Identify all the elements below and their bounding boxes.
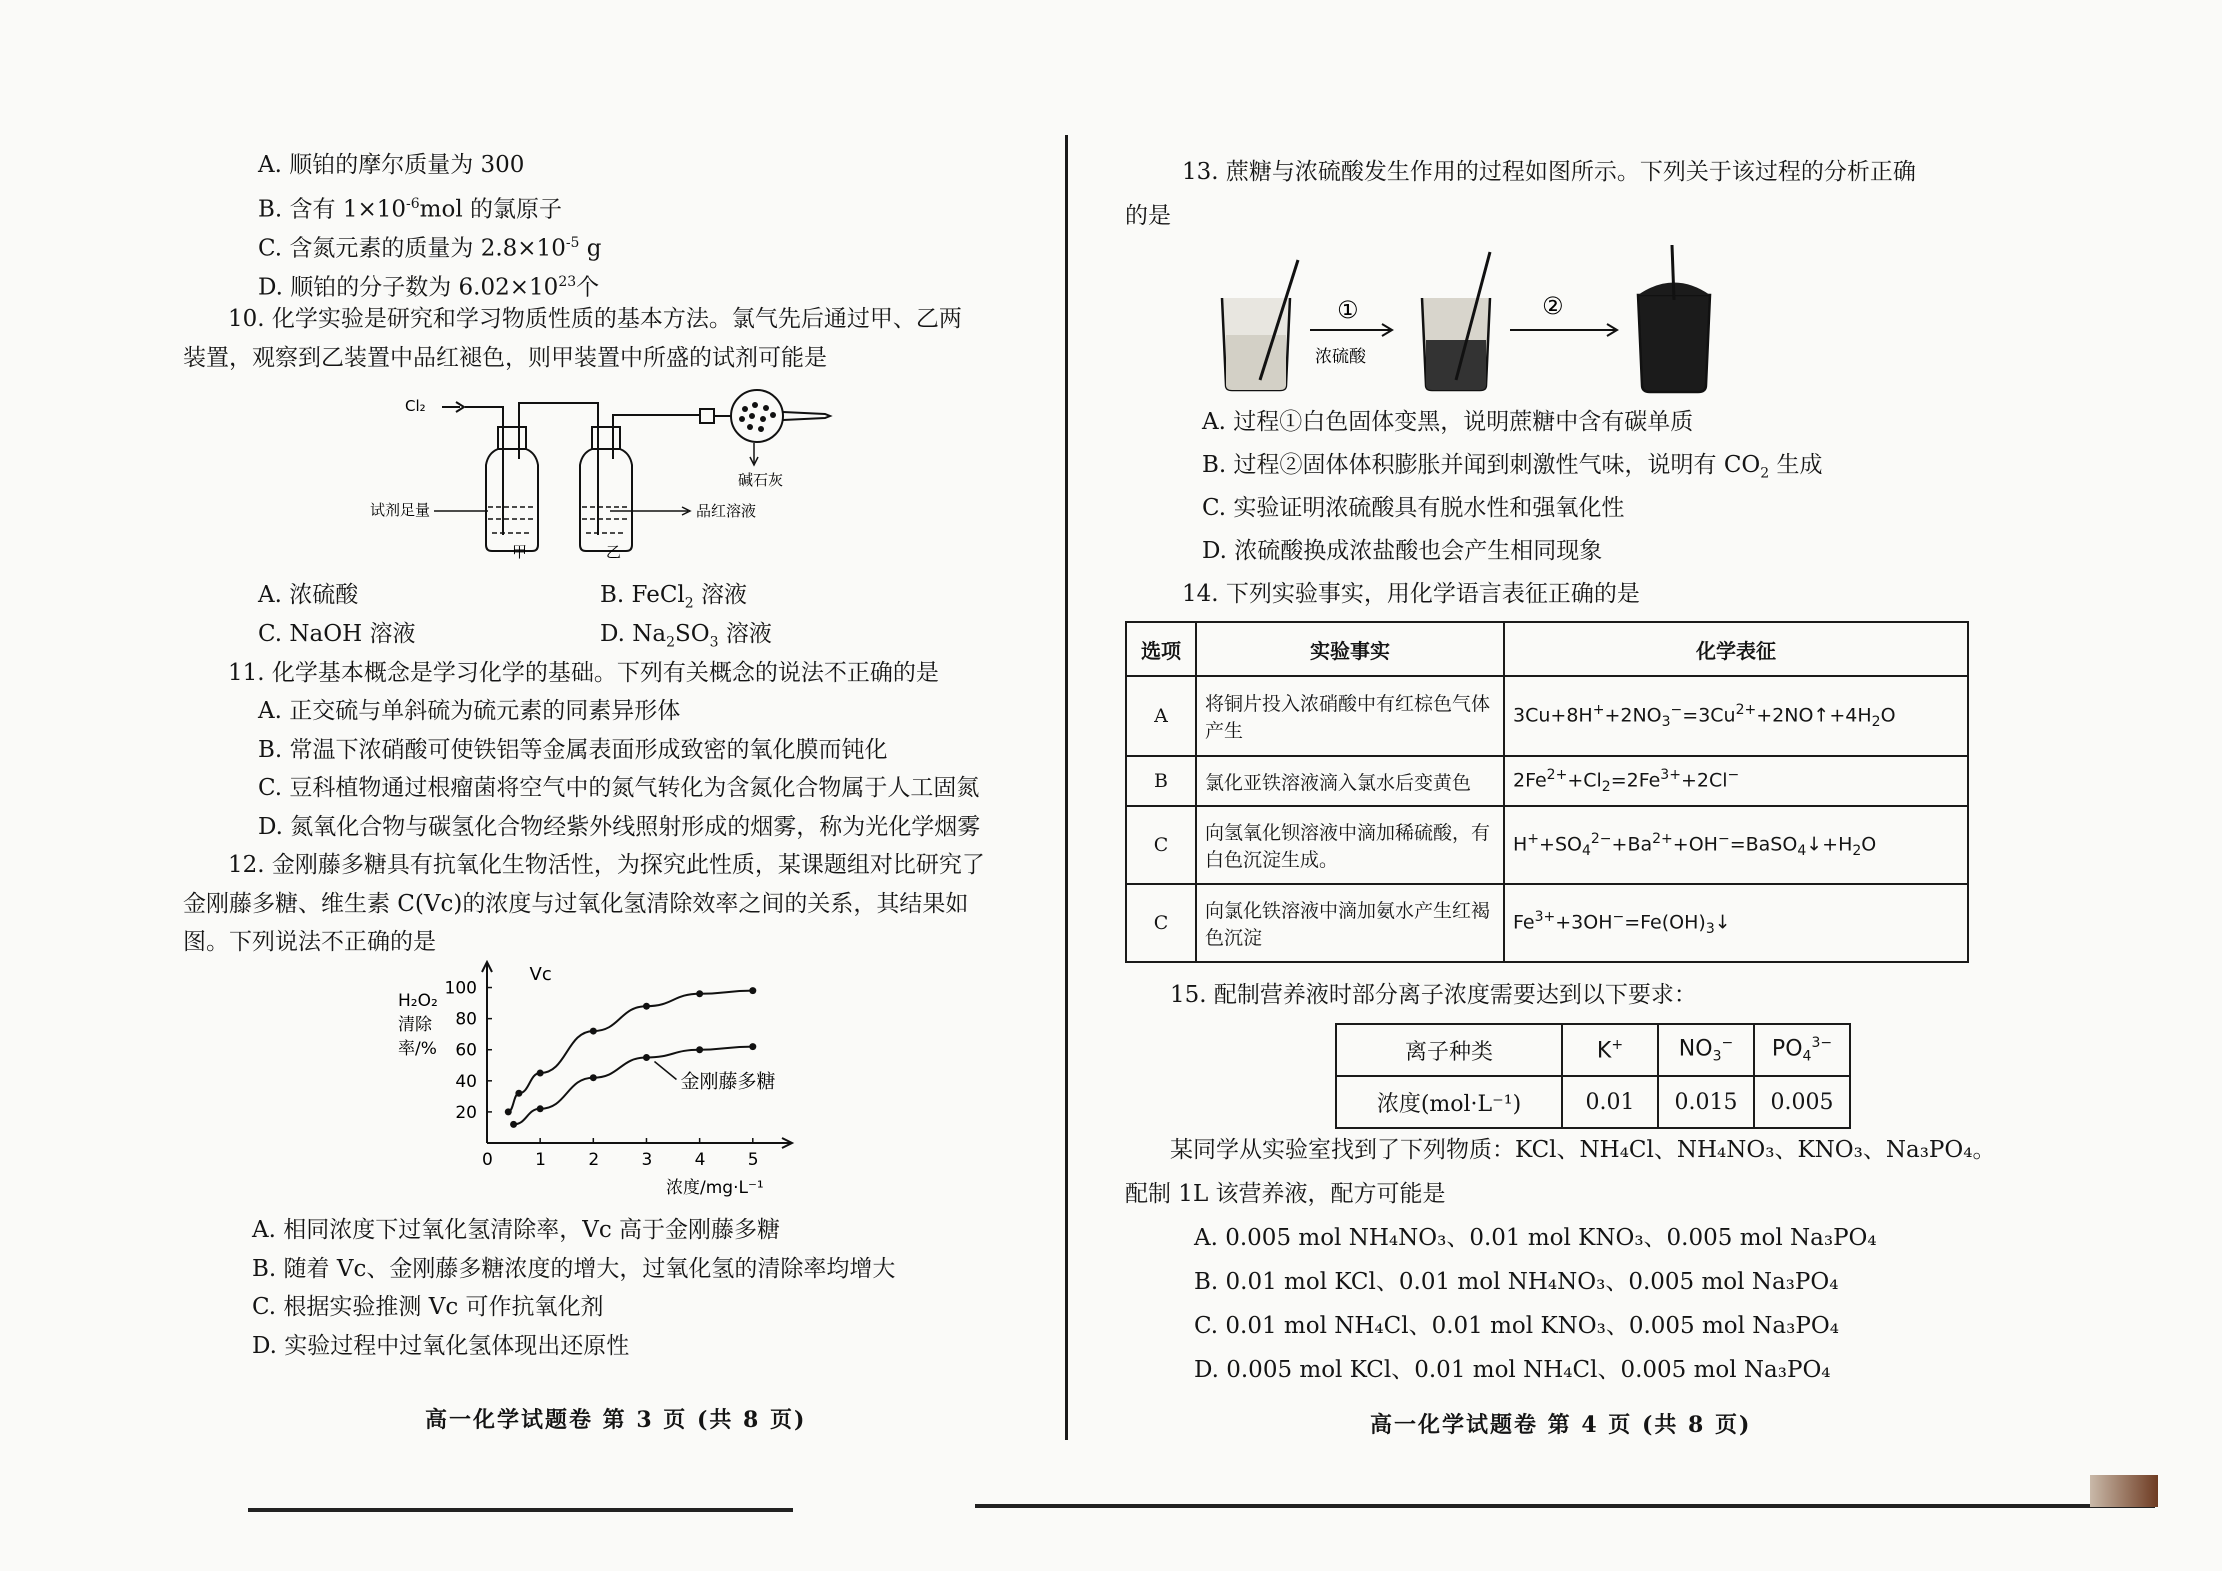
x-axis-label: 浓度/mg·L⁻¹	[666, 1178, 764, 1198]
q10-option-b	[600, 578, 747, 621]
q9-option-d	[258, 265, 599, 305]
series-label-vc: Vc	[529, 963, 552, 985]
bottle-jia	[486, 423, 538, 551]
table-row	[1126, 884, 1968, 962]
page-footer-left: 高一化学试题卷 第 3 页 (共 8 页)	[425, 1407, 807, 1433]
q14-expression-d: $Fe^{3+}+3OH^-=Fe(OH)_3↓$	[1504, 884, 1968, 962]
q9-c-exp: -5	[565, 235, 580, 251]
q15-option-c: C. 0.01 mol NH₄Cl、0.01 mol KNO₃、0.005 mol Na₃PO₄	[1194, 1313, 1839, 1339]
data-point	[749, 987, 756, 994]
q10-stem-line1: 10. 化学实验是研究和学习物质性质的基本方法。氯气先后通过甲、乙两	[228, 306, 962, 332]
y-tick-label: 100	[444, 978, 477, 999]
y-tick-label: 80	[455, 1009, 477, 1030]
data-point	[643, 1054, 650, 1061]
q10-apparatus-figure	[370, 385, 860, 560]
q10-b-sub: 2	[684, 595, 694, 612]
q15-option-d: D. 0.005 mol KCl、0.01 mol NH₄Cl、0.005 mol Na₃PO₄	[1194, 1357, 1831, 1383]
q12-stem-line3: 图。下列说法不正确的是	[183, 929, 436, 955]
q15-materials: 某同学从实验室找到了下列物质：KCl、NH₄Cl、NH₄NO₃、KNO₃、Na₃PO₄。	[1170, 1137, 1996, 1163]
q14-header-row	[1126, 622, 1968, 676]
ion-no3: $NO_3^-$	[1658, 1024, 1754, 1076]
q14-expression-b: $2Fe^{2+}+Cl_2=2Fe^{3+}+2Cl^-$	[1504, 756, 1968, 806]
concentration-label: 浓度(mol·L⁻¹)	[1336, 1076, 1562, 1128]
q14-fact-d: 向氯化铁溶液中滴加氨水产生红褐色沉淀	[1196, 884, 1504, 962]
step2-label: ②	[1542, 292, 1564, 320]
q10-d-tail: 溶液	[718, 621, 772, 647]
q12-option-a: A. 相同浓度下过氧化氢清除率，Vc 高于金刚藤多糖	[252, 1217, 781, 1243]
q11-option-d: D. 氮氧化合物与碳氢化合物经紫外线照射形成的烟雾，称为光化学烟雾	[258, 814, 981, 840]
y-axis-label-line1: H₂O₂	[398, 991, 438, 1011]
x-tick-label: 5	[747, 1150, 759, 1170]
jia-label: 甲	[512, 543, 528, 560]
q9-b-tail: mol 的氯原子	[419, 196, 562, 223]
q10-d-sub1: 2	[666, 634, 676, 651]
q13-b-text: B. 过程②固体体积膨胀并闻到刺激性气味，说明有 CO	[1202, 452, 1761, 478]
q11-option-a: A. 正交硫与单斜硫为硫元素的同素异形体	[258, 698, 681, 724]
data-point	[505, 1108, 512, 1115]
q12-option-d: D. 实验过程中过氧化氢体现出还原性	[252, 1333, 630, 1359]
y-axis-label-line2: 清除	[398, 1015, 432, 1035]
q13-stem-line1: 13. 蔗糖与浓硫酸发生作用的过程如图所示。下列关于该过程的分析正确	[1182, 159, 1916, 185]
q10-d-text: D. Na	[600, 621, 667, 647]
ion-type-header: 离子种类	[1336, 1024, 1562, 1076]
q14-col-expression: 化学表征	[1504, 622, 1968, 676]
q11-option-c: C. 豆科植物通过根瘤菌将空气中的氮气转化为含氮化合物属于人工固氮	[258, 775, 980, 801]
data-point	[510, 1121, 517, 1128]
q15-stem: 15. 配制营养液时部分离子浓度需要达到以下要求：	[1170, 982, 1697, 1008]
data-point	[537, 1105, 544, 1112]
q9-b-text: B. 含有 1×10	[258, 196, 407, 223]
data-point	[590, 1028, 597, 1035]
po4-concentration: 0.005	[1754, 1076, 1850, 1128]
q10-d-sub2: 3	[709, 634, 719, 651]
x-tick-label: 2	[588, 1150, 600, 1170]
q14-option-c: C	[1126, 806, 1196, 884]
q10-stem-line2: 装置，观察到乙装置中品红褪色，则甲装置中所盛的试剂可能是	[183, 345, 827, 371]
y-tick-label: 40	[455, 1071, 477, 1092]
q14-col-option: 选项	[1126, 622, 1196, 676]
y-tick-label: 60	[455, 1040, 477, 1061]
q9-d-exp: 23	[558, 274, 577, 290]
q9-b-exp: -6	[406, 196, 420, 212]
data-point	[749, 1043, 756, 1050]
q14-expression-a: $3Cu+8H^++2NO_3^-=3Cu^{2+}+2NO↑+4H_2O$	[1504, 676, 1968, 756]
y-tick-label: 20	[455, 1102, 477, 1123]
q12-stem-line2: 金刚藤多糖、维生素 C(Vc)的浓度与过氧化氢清除效率之间的关系，其结果如	[183, 891, 969, 917]
fuchsin-label: 品红溶液	[696, 502, 757, 520]
q13-beaker-figure	[1210, 240, 1910, 400]
q15-ion-table	[1335, 1023, 1851, 1129]
data-point	[696, 1046, 703, 1053]
q10-d-mid: SO	[675, 621, 710, 647]
x-tick-label: 1	[535, 1150, 546, 1170]
beaker-3	[1638, 245, 1710, 392]
bottom-rule-left	[248, 1508, 793, 1512]
table-row	[1126, 756, 1968, 806]
ion-k: K+	[1562, 1024, 1658, 1076]
q9-option-a: A. 顺铂的摩尔质量为 300	[258, 152, 525, 178]
y-axis-label-line3: 率/%	[398, 1039, 437, 1059]
data-point	[696, 990, 703, 997]
q12-option-c: C. 根据实验推测 Vc 可作抗氧化剂	[252, 1294, 604, 1320]
q12-stem-line1: 12. 金刚藤多糖具有抗氧化生物活性，为探究此性质，某课题组对比研究了	[228, 852, 985, 878]
chart-axes	[445, 962, 792, 1170]
q9-option-b	[258, 187, 562, 227]
q15-option-a: A. 0.005 mol NH₄NO₃、0.01 mol KNO₃、0.005 mol Na₃PO₄	[1194, 1225, 1877, 1251]
q14-stem: 14. 下列实验事实，用化学语言表征正确的是	[1182, 581, 1640, 607]
yi-label: 乙	[606, 543, 622, 560]
series-line	[508, 991, 753, 1112]
table-row	[1336, 1076, 1850, 1128]
q12-chart	[380, 960, 820, 1200]
x-tick-label: 3	[641, 1150, 653, 1170]
q13-b-sub: 2	[1760, 465, 1770, 482]
q9-d-text: D. 顺铂的分子数为 6.02×10	[258, 274, 559, 301]
q15-question: 配制 1L 该营养液，配方可能是	[1125, 1181, 1446, 1207]
q13-option-d: D. 浓硫酸换成浓盐酸也会产生相同现象	[1202, 538, 1603, 564]
q13-stem-line2: 的是	[1125, 203, 1171, 229]
q14-option-c2: C	[1126, 884, 1196, 962]
q14-col-fact: 实验事实	[1196, 622, 1504, 676]
q14-table	[1125, 621, 1969, 963]
q14-fact-a: 将铜片投入浓硝酸中有红棕色气体产生	[1196, 676, 1504, 756]
q9-option-c	[258, 226, 602, 266]
drying-tube	[700, 390, 830, 442]
table-row	[1126, 806, 1968, 884]
ion-po4: $PO_4^{3-}$	[1754, 1024, 1850, 1076]
beaker-1	[1222, 260, 1298, 390]
q10-b-text: B. FeCl	[600, 582, 685, 608]
center-divider	[1065, 135, 1068, 1440]
step1-label: ①	[1337, 296, 1359, 324]
q10-option-a: A. 浓硫酸	[258, 582, 359, 608]
q14-expression-c: $H^++SO_4^{2-}+Ba^{2+}+OH^-=BaSO_4↓+H_2O$	[1504, 806, 1968, 884]
data-point	[590, 1074, 597, 1081]
q10-b-tail: 溶液	[693, 582, 748, 608]
q11-option-b: B. 常温下浓硝酸可使铁铝等金属表面形成致密的氧化膜而钝化	[258, 737, 888, 763]
x-tick-label: 0	[482, 1150, 493, 1170]
series-label-leader	[654, 1062, 676, 1080]
chart-series	[505, 964, 776, 1128]
table-row	[1126, 676, 1968, 756]
reagent-label: 试剂足量	[370, 501, 431, 519]
q15-option-b: B. 0.01 mol KCl、0.01 mol NH₄NO₃、0.005 mol Na₃PO₄	[1194, 1269, 1839, 1295]
q13-option-c: C. 实验证明浓硫酸具有脱水性和强氧化性	[1202, 495, 1625, 521]
beaker-2	[1422, 252, 1490, 390]
q14-fact-b: 氯化亚铁溶液滴入氯水后变黄色	[1196, 756, 1504, 806]
bottle-yi	[580, 423, 632, 551]
q9-d-tail: 个	[576, 274, 600, 301]
q10-option-c: C. NaOH 溶液	[258, 621, 416, 647]
data-point	[515, 1090, 522, 1097]
q9-c-tail: g	[579, 235, 602, 262]
bottom-rule-right	[975, 1504, 2155, 1508]
q14-fact-c: 向氢氧化钡溶液中滴加稀硫酸，有白色沉淀生成。	[1196, 806, 1504, 884]
acid-label: 浓硫酸	[1315, 347, 1366, 367]
scan-edge-shadow	[2090, 1475, 2158, 1507]
cl2-label: Cl₂	[405, 397, 426, 415]
q13-option-a: A. 过程①白色固体变黑，说明蔗糖中含有碳单质	[1202, 409, 1694, 435]
q11-stem: 11. 化学基本概念是学习化学的基础。下列有关概念的说法不正确的是	[228, 660, 939, 686]
soda-lime-label: 碱石灰	[738, 471, 784, 489]
q10-option-d	[600, 617, 772, 660]
q14-option-a: A	[1126, 676, 1196, 756]
q14-option-b: B	[1126, 756, 1196, 806]
data-point	[643, 1003, 650, 1010]
q12-option-b: B. 随着 Vc、金刚藤多糖浓度的增大，过氧化氢的清除率均增大	[252, 1256, 896, 1282]
q9-c-text: C. 含氮元素的质量为 2.8×10	[258, 235, 566, 262]
x-tick-label: 4	[694, 1150, 706, 1170]
q13-b-tail: 生成	[1769, 452, 1823, 478]
table-row	[1336, 1024, 1850, 1076]
page-footer-right: 高一化学试题卷 第 4 页 (共 8 页)	[1370, 1412, 1752, 1438]
q13-option-b	[1202, 448, 1823, 491]
series-label-jingangteng: 金刚藤多糖	[680, 1070, 776, 1093]
k-concentration: 0.01	[1562, 1076, 1658, 1128]
data-point	[537, 1070, 544, 1077]
no3-concentration: 0.015	[1658, 1076, 1754, 1128]
